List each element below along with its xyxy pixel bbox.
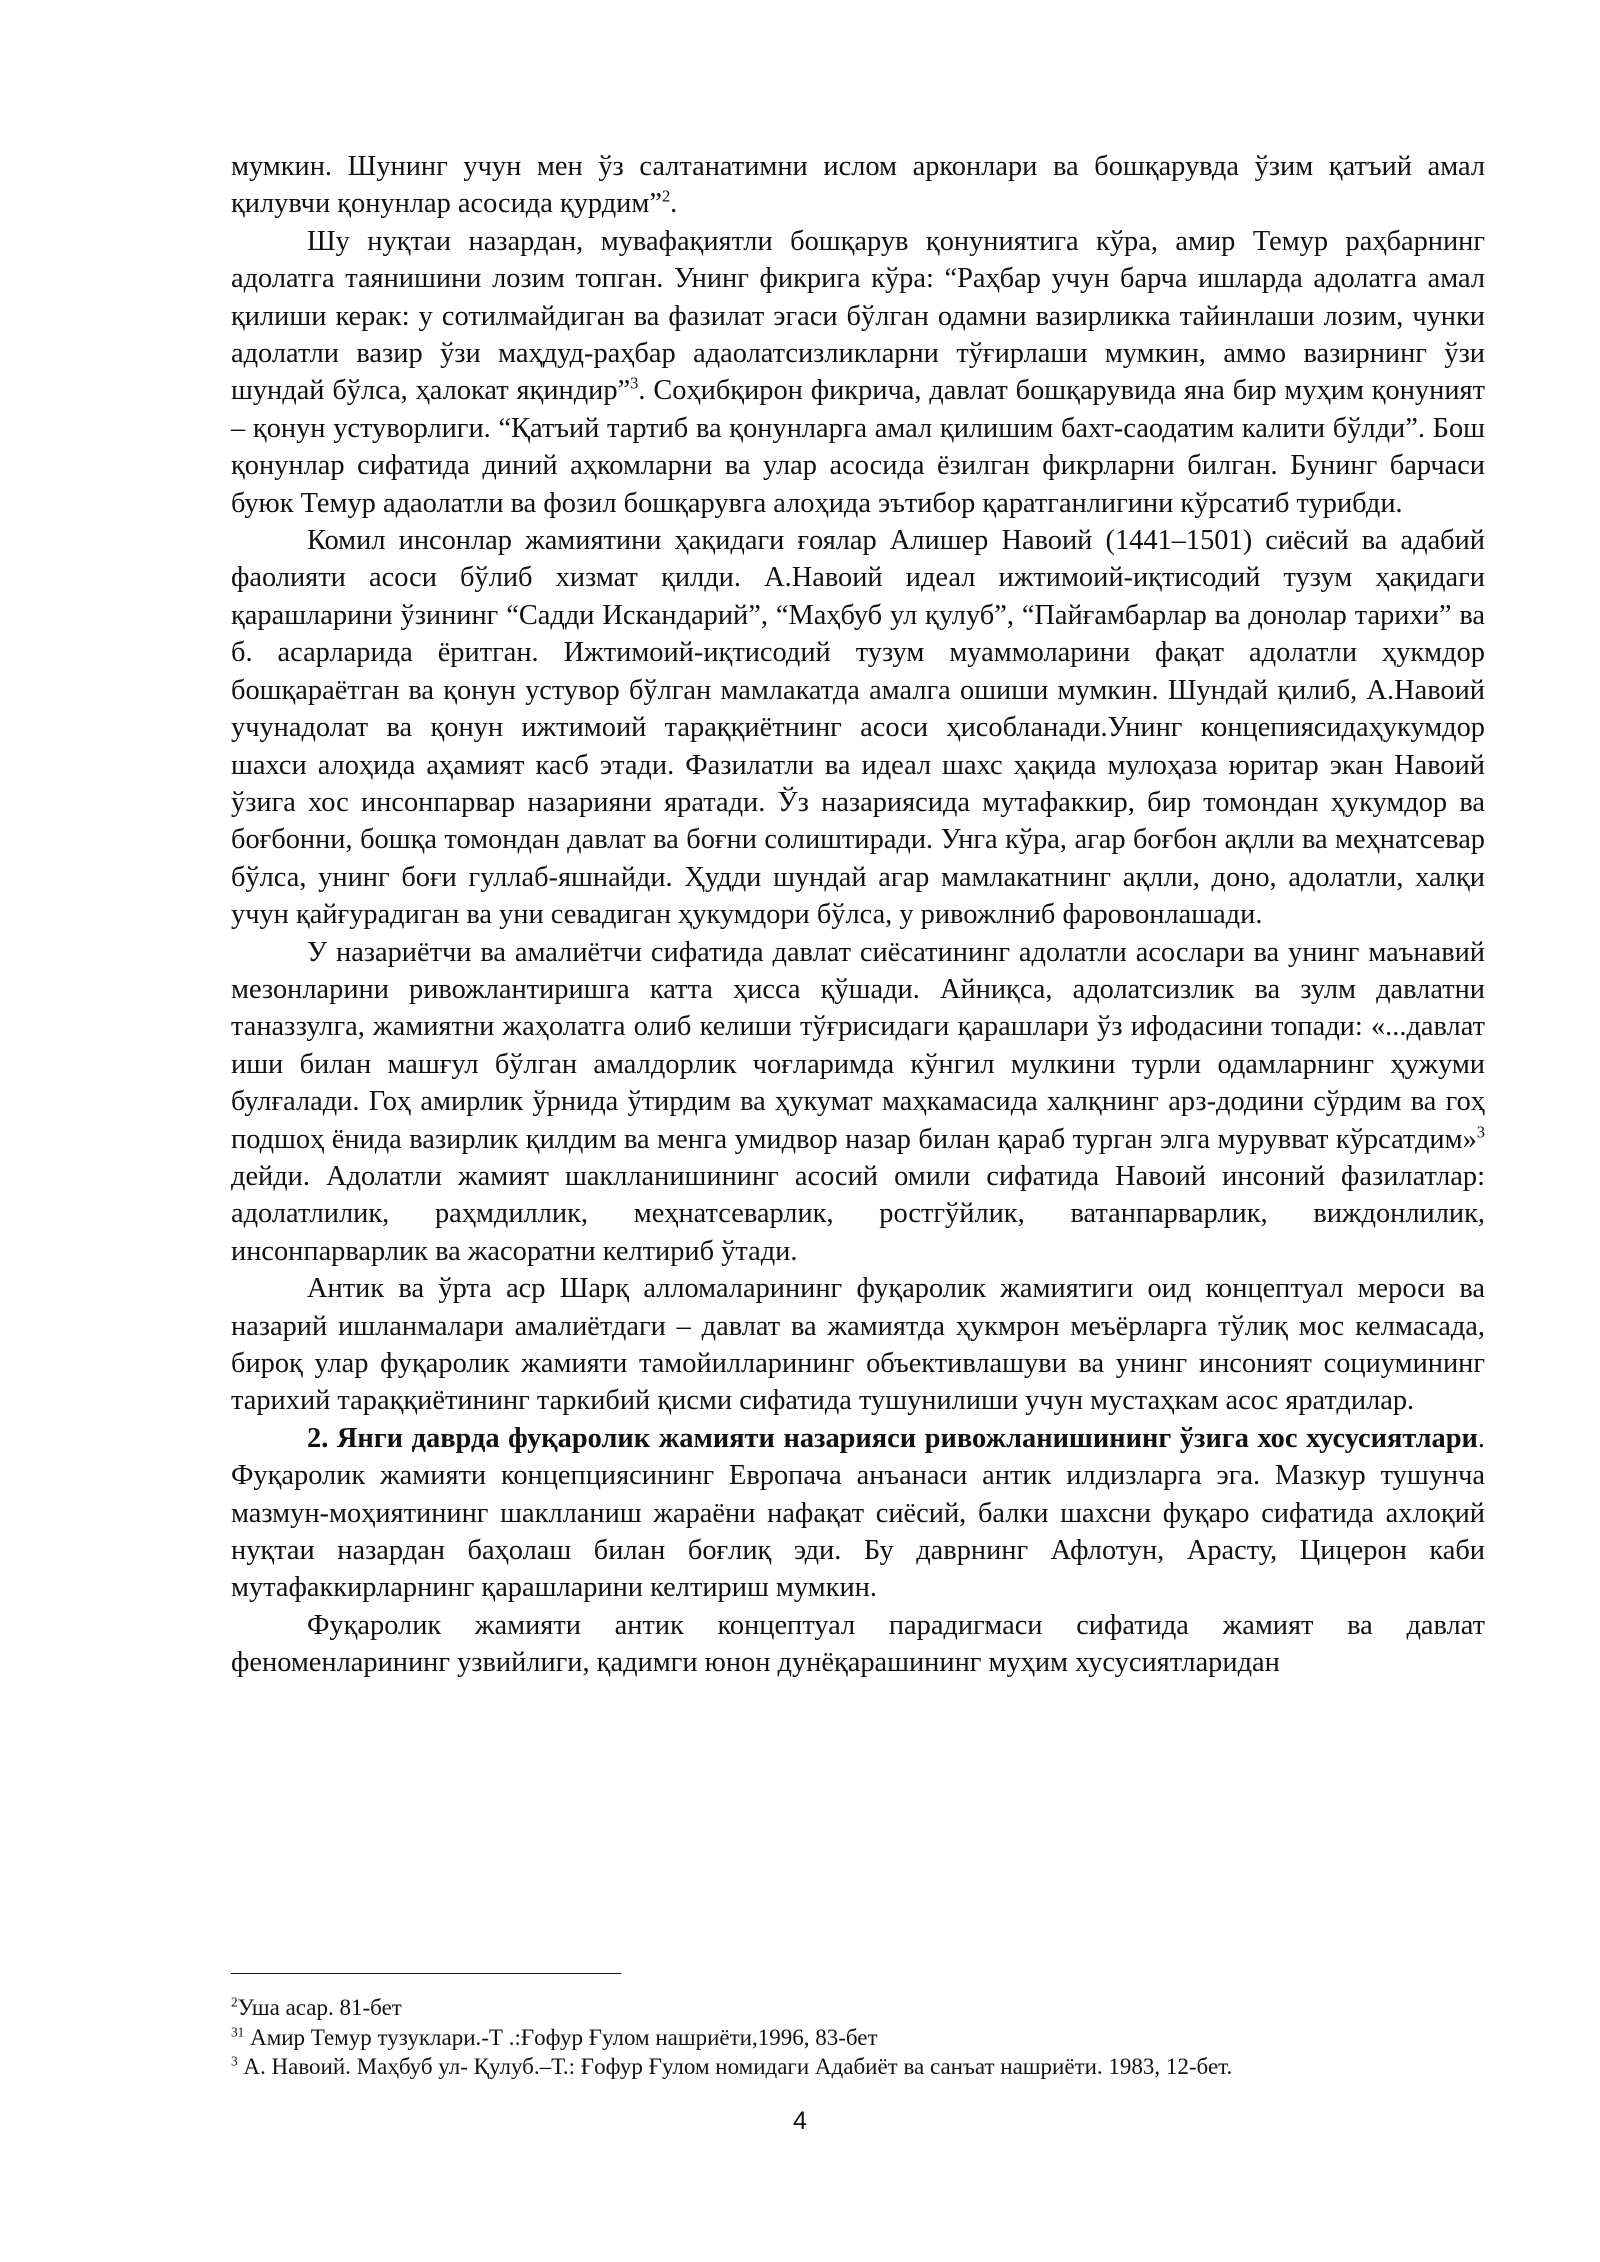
footnote-ref: 3 <box>630 373 639 393</box>
footnote-ref: 2 <box>661 186 671 206</box>
page-number: 4 <box>793 2107 807 2135</box>
paragraph-7: Фуқаролик жамияти антик концептуал парадигмаси сифатида жамият ва давлат феноменларининг узвийлиги, қадимги юнон дунёқарашининг муҳим хусусиятларидан <box>231 1609 1485 1679</box>
footnote-1: $^2$Уша асар. 81-бет <box>231 1994 402 2020</box>
paragraph-1: мумкин. Шунинг учун мен ўз салтанатимни ислом арконлари ва бошқарувда ўзим қатъий амал қилувчи қонунлар асосида қурдим”$^2$. <box>231 151 1485 220</box>
paragraph-6: 2. Янги даврда фуқаролик жамияти назарияси ривожланишининг ўзига хос хусусиятлари. Фуқаролик жамияти концепциясининг Европача анъанаси антик илдизларга эга. Мазкур тушунча мазмун-моҳиятининг шаклланиш жараёни нафақат сиёсий, балки шахсни фуқаро сифатида ахлоқий нуқтаи назардан баҳолаш билан боғлиқ эди. Бу даврнинг Афлотун, Арасту, Цицерон каби мутафаккирларнинг қарашларини келтириш мумкин. <box>231 1422 1485 1604</box>
paragraph-2: Шу нуқтаи назардан, мувафақиятли бошқарув қонуниятига кўра, амир Темур раҳбарнинг адолатга таянишини лозим топган. Унинг фикрига кўра: “Раҳбар учун барча ишларда адолатга амал қилиши керак: у сотилмайдиган ва фазилат эгаси бўлган одамни вазирликка тайинлаши лозим, чунки адолатли вазир ўзи маҳдуд-раҳбар адаолатсизликларни тўғирлаши мумкин, аммо вазирнинг ўзи шундай бўлса, ҳалокат яқиндир”$^3$. Соҳибқирон фикрича, давлат бошқарувида яна бир муҳим қонуният – қонун устуворлиги. “Қатъий тартиб ва қонунларга амал қилишим бахт-саодатим калити бўлди”. Бош қонунлар сифатида диний аҳкомларни ва улар асосида ёзилган фикрларни билган. Бунинг барчаси буюк Темур адаолатли ва фозил бошқарувга алоҳида эътибор қаратганлигини кўрсатиб турибди. <box>231 225 1485 519</box>
footnote-mark: 3 <box>231 2053 238 2069</box>
footnote-2: $^{31}$ Амир Темур тузуклари.-Т .:Ғофур Ғулом нашриёти,1996, 83-бет <box>231 2023 878 2050</box>
footnote-mark: 31 <box>231 2023 245 2039</box>
footnote-separator <box>231 1973 621 1974</box>
footnotes <box>231 1993 1485 2082</box>
footnote-mark: 2 <box>231 1994 238 2010</box>
paragraph-3: Комил инсонлар жамиятини ҳақидаги ғоялар Алишер Навоий (1441–1501) сиёсий ва адабий фаолияти асоси бўлиб хизмат қилди. А.Навоий идеал ижтимоий-иқтисодий тузум ҳақидаги қарашларини ўзининг “Садди Искандарий”, “Маҳбуб ул қулуб”, “Пайғамбарлар ва донолар тарихи” ва б. асарларида ёритган. Ижтимоий-иқтисодий тузум муаммоларини фақат адолатли ҳукмдор бошқараётган ва қонун устувор бўлган мамлакатда амалга ошиши мумкин. Шундай қилиб, А.Навоий учунадолат ва қонун ижтимоий тараққиётнинг асоси ҳисобланади.Унинг концепиясидаҳукумдор шахси алоҳида аҳамият касб этади. Фазилатли ва идеал шахс ҳақида мулоҳаза юритар экан Навоий ўзига хос инсонпарвар назарияни яратади. Ўз назариясида мутафаккир, бир томондан ҳукумдор ва боғбонни, бошқа томондан давлат ва боғни солиштиради. Унга кўра, агар боғбон ақлли ва меҳнатсевар бўлса, унинг боғи гуллаб-яшнайди. Ҳудди шундай агар мамлакатнинг ақлли, доно, адолатли, халқи учун қайғурадиган ва уни севадиган ҳукумдори бўлса, у ривожлниб фаровонлашади. <box>231 525 1485 931</box>
paragraph-5: Антик ва ўрта аср Шарқ алломаларининг фуқаролик жамиятиги оид концептуал мероси ва назарий ишланмалари амалиётдаги – давлат ва жамиятда ҳукмрон меъёрларга тўлиқ мос келмасада, бироқ улар фуқаролик жамияти тамойилларининг объективлашуви ва унинг инсоният социумининг тарихий тараққиётининг таркибий қисми сифатида тушунилиши учун мустаҳкам асос яратдилар. <box>231 1273 1485 1417</box>
footnote-ref: 3 <box>1476 1122 1485 1142</box>
paragraph-4: У назариётчи ва амалиётчи сифатида давлат сиёсатининг адолатли асослари ва унинг маънавий мезонларини ривожлантиришга катта ҳисса қўшади. Айниқса, адолатсизлик ва зулм давлатни таназзулга, жамиятни жаҳолатга олиб келиши тўғрисидаги қарашлари ўз ифодасини топади: «...давлат иши билан машғул бўлган амалдорлик чоғларимда кўнгил мулкини турли одамларнинг ҳужуми булғалади. Гоҳ амирлик ўрнида ўтирдим ва ҳукумат маҳкамасида халқнинг арз-додини сўрдим ва гоҳ подшоҳ ёнида вазирлик қилдим ва менга умидвор назар билан қараб турган элга мурувват кўрсатдим»$^3$ дейди. Адолатли жамият шаклланишининг асосий омили сифатида Навоий инсоний фазилатлар: адолатлилик, раҳмдиллик, меҳнатсеварлик, ростгўйлик, ватанпарварлик, виждонлилик, инсонпарварлик ва жасоратни келтириб ўтади. <box>231 936 1485 1267</box>
section-heading: 2. Янги даврда фуқаролик жамияти назарияси ривожланишининг ўзига хос хусусиятлари <box>307 1422 1478 1454</box>
footnote-3: $^3$ А. Навоий. Маҳбуб ул- Қулуб.–Т.: Ғофур Ғулом номидаги Адабиёт ва санъат нашриёти. 1983, 12-бет. <box>231 2053 1233 2079</box>
main-text <box>231 148 1485 1682</box>
